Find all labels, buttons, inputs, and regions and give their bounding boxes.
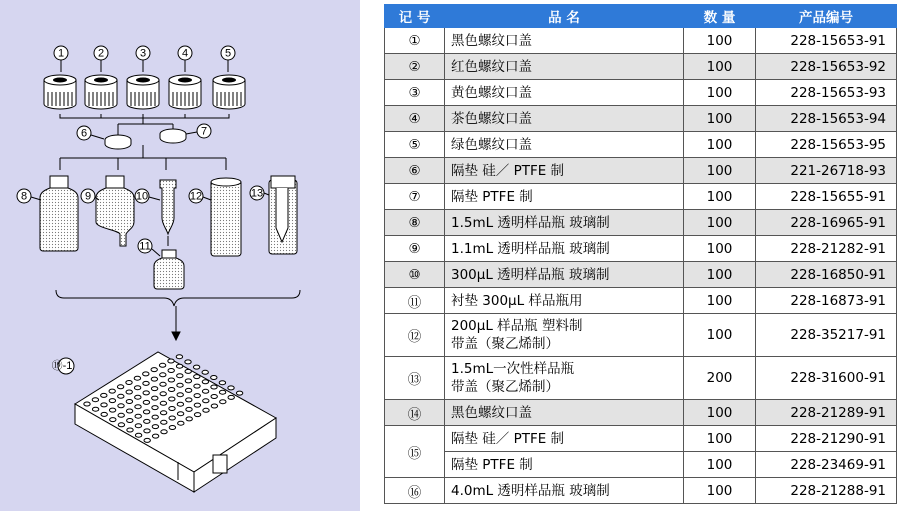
callout-number: 4 bbox=[181, 47, 189, 60]
mark-cell: ③ bbox=[385, 80, 445, 106]
name-cell bbox=[445, 314, 684, 357]
mark-cell: ⑭ bbox=[385, 400, 445, 426]
name-cell bbox=[445, 106, 684, 132]
tray-well bbox=[126, 390, 132, 394]
header-code: 产品编号 bbox=[756, 5, 897, 28]
tray-well bbox=[126, 400, 132, 404]
mark-cell: ⑧ bbox=[385, 210, 445, 236]
tray-well bbox=[202, 389, 208, 393]
tray-well bbox=[186, 407, 192, 411]
tray-well bbox=[228, 395, 234, 399]
code-cell: 228-15653-94 bbox=[756, 106, 897, 132]
name-cell bbox=[445, 452, 684, 478]
name-cell bbox=[445, 80, 684, 106]
mark-cell: ② bbox=[385, 54, 445, 80]
tray-well bbox=[118, 413, 124, 417]
parts-table bbox=[384, 4, 897, 504]
name-line: 300μL 透明样品瓶 玻璃制 bbox=[451, 266, 610, 283]
tray-well bbox=[202, 370, 208, 374]
tray-well bbox=[211, 404, 217, 408]
name-cell bbox=[445, 478, 684, 504]
tray-well bbox=[92, 407, 98, 411]
callout-number: 6 bbox=[80, 127, 88, 140]
tray-well bbox=[144, 438, 150, 442]
qty-cell: 100 bbox=[684, 236, 756, 262]
tray-well bbox=[228, 386, 234, 390]
code-cell: 228-15653-95 bbox=[756, 132, 897, 158]
tray-well bbox=[168, 388, 174, 392]
tray-well bbox=[135, 405, 141, 409]
mark-cell: ⑯ bbox=[385, 478, 445, 504]
tray-well bbox=[144, 429, 150, 433]
tray-well bbox=[219, 381, 225, 385]
tray-well bbox=[126, 381, 132, 385]
qty-cell: 100 bbox=[684, 28, 756, 54]
tray-well bbox=[135, 433, 141, 437]
table-header-row bbox=[385, 5, 897, 28]
tray-well bbox=[169, 416, 175, 420]
table-row bbox=[385, 478, 897, 504]
table-row bbox=[385, 452, 897, 478]
tray-well bbox=[169, 407, 175, 411]
screw-cap-icon bbox=[85, 75, 117, 109]
tray-well bbox=[177, 402, 183, 406]
code-cell: 228-35217-91 bbox=[756, 314, 897, 357]
tray-well bbox=[118, 394, 124, 398]
mark-cell: ⑨ bbox=[385, 236, 445, 262]
table-row bbox=[385, 357, 897, 400]
callout-number: 1 bbox=[57, 47, 65, 60]
screw-cap-icons bbox=[44, 75, 245, 109]
qty-cell: 100 bbox=[684, 158, 756, 184]
callout-number: 12 bbox=[189, 190, 203, 203]
table-row bbox=[385, 426, 897, 452]
header-mark: 记 号 bbox=[385, 5, 445, 28]
qty-cell: 100 bbox=[684, 210, 756, 236]
name-line: 隔垫 PTFE 制 bbox=[451, 188, 533, 205]
table-row bbox=[385, 54, 897, 80]
name-line: 茶色螺纹口盖 bbox=[451, 110, 532, 127]
tray-well bbox=[135, 424, 141, 428]
header-name: 品 名 bbox=[445, 5, 684, 28]
code-cell: 228-31600-91 bbox=[756, 357, 897, 400]
tray-well bbox=[143, 381, 149, 385]
name-line: 红色螺纹口盖 bbox=[451, 58, 532, 75]
tray-well bbox=[109, 389, 115, 393]
table-row bbox=[385, 262, 897, 288]
name-line: 1.5mL 透明样品瓶 玻璃制 bbox=[451, 214, 610, 231]
tray-well bbox=[144, 419, 150, 423]
header-qty: 数 量 bbox=[684, 5, 756, 28]
qty-cell: 100 bbox=[684, 184, 756, 210]
callout-number: 9 bbox=[84, 190, 92, 203]
table-row bbox=[385, 158, 897, 184]
tray-well bbox=[194, 394, 200, 398]
mark-cell: ⑮ bbox=[385, 426, 445, 478]
code-cell: 228-16965-91 bbox=[756, 210, 897, 236]
table-row bbox=[385, 400, 897, 426]
tray-well bbox=[109, 399, 115, 403]
mark-cell: ⑩ bbox=[385, 262, 445, 288]
tray-well bbox=[118, 423, 124, 427]
tray-well bbox=[178, 421, 184, 425]
tray-well bbox=[152, 434, 158, 438]
tray-well bbox=[194, 384, 200, 388]
tray-well bbox=[194, 403, 200, 407]
tray-well bbox=[160, 382, 166, 386]
name-line: 隔垫 硅／ PTFE 制 bbox=[451, 162, 565, 179]
tray-well bbox=[101, 412, 107, 416]
tray-well bbox=[151, 387, 157, 391]
qty-cell: 100 bbox=[684, 400, 756, 426]
tray-well bbox=[143, 372, 149, 376]
table-row bbox=[385, 236, 897, 262]
qty-cell: 100 bbox=[684, 314, 756, 357]
tray-well bbox=[177, 412, 183, 416]
tray-well bbox=[219, 390, 225, 394]
name-line: 衬垫 300μL 样品瓶用 bbox=[451, 292, 583, 309]
code-cell: 228-21289-91 bbox=[756, 400, 897, 426]
qty-cell: 100 bbox=[684, 80, 756, 106]
tray-well bbox=[211, 385, 217, 389]
screw-cap-icon bbox=[127, 75, 159, 109]
tray-well bbox=[177, 393, 183, 397]
tray-well bbox=[135, 395, 141, 399]
name-cell bbox=[445, 210, 684, 236]
name-line: 黑色螺纹口盖 bbox=[451, 32, 532, 49]
callout-number: 5 bbox=[224, 47, 232, 60]
code-cell: 221-26718-93 bbox=[756, 158, 897, 184]
name-line: 带盖（聚乙烯制） bbox=[451, 336, 559, 352]
tray-well bbox=[194, 375, 200, 379]
name-cell bbox=[445, 184, 684, 210]
name-line: 200μL 样品瓶 塑料制 bbox=[451, 318, 583, 334]
code-cell: 228-15653-91 bbox=[756, 28, 897, 54]
qty-cell: 200 bbox=[684, 357, 756, 400]
tray-well bbox=[193, 365, 199, 369]
code-cell: 228-21288-91 bbox=[756, 478, 897, 504]
code-cell: 228-16850-91 bbox=[756, 262, 897, 288]
callout-number: 3 bbox=[139, 47, 147, 60]
tray-well bbox=[194, 413, 200, 417]
code-cell: 228-15655-91 bbox=[756, 184, 897, 210]
table-row bbox=[385, 184, 897, 210]
name-line: 带盖（聚乙烯制） bbox=[451, 379, 559, 395]
tray-well bbox=[160, 401, 166, 405]
tray-well bbox=[160, 411, 166, 415]
mark-cell: ⑪ bbox=[385, 288, 445, 314]
tray-well bbox=[176, 355, 182, 359]
tray-well bbox=[135, 414, 141, 418]
tray-well bbox=[185, 388, 191, 392]
sample-tray-icon bbox=[75, 352, 276, 492]
name-cell bbox=[445, 236, 684, 262]
name-cell bbox=[445, 400, 684, 426]
tray-well bbox=[176, 364, 182, 368]
tray-well bbox=[110, 418, 116, 422]
tray-well bbox=[152, 406, 158, 410]
name-line: 绿色螺纹口盖 bbox=[451, 136, 532, 153]
code-cell: 228-15653-92 bbox=[756, 54, 897, 80]
screw-cap-icon bbox=[44, 75, 76, 109]
table-row bbox=[385, 106, 897, 132]
table-row bbox=[385, 80, 897, 106]
tray-well bbox=[177, 383, 183, 387]
tray-well bbox=[151, 377, 157, 381]
tray-well bbox=[126, 409, 132, 413]
tray-well bbox=[168, 369, 174, 373]
tray-well bbox=[185, 369, 191, 373]
callout-number: 2 bbox=[97, 47, 105, 60]
tray-well bbox=[152, 415, 158, 419]
tray-well bbox=[177, 374, 183, 378]
tray-well bbox=[152, 396, 158, 400]
qty-cell: 100 bbox=[684, 54, 756, 80]
tray-well bbox=[134, 376, 140, 380]
table-row bbox=[385, 210, 897, 236]
tray-well bbox=[185, 379, 191, 383]
callout-number: 13 bbox=[250, 187, 264, 200]
tray-well bbox=[168, 378, 174, 382]
callout-number: 8 bbox=[20, 190, 28, 203]
code-cell: 228-16873-91 bbox=[756, 288, 897, 314]
code-cell: 228-21282-91 bbox=[756, 236, 897, 262]
table-row bbox=[385, 288, 897, 314]
tray-well bbox=[159, 363, 165, 367]
table-row bbox=[385, 28, 897, 54]
qty-cell: 100 bbox=[684, 106, 756, 132]
qty-cell: 100 bbox=[684, 426, 756, 452]
mark-cell: ⑫ bbox=[385, 314, 445, 357]
tray-well bbox=[186, 417, 192, 421]
tray-well bbox=[117, 385, 123, 389]
mark-cell: ① bbox=[385, 28, 445, 54]
name-cell bbox=[445, 28, 684, 54]
mark-cell: ⑤ bbox=[385, 132, 445, 158]
name-cell bbox=[445, 262, 684, 288]
name-line: 4.0mL 透明样品瓶 玻璃制 bbox=[451, 482, 610, 499]
tray-well bbox=[160, 392, 166, 396]
mark-cell: ⑥ bbox=[385, 158, 445, 184]
mark-cell: ⑬ bbox=[385, 357, 445, 400]
callout-number: 7 bbox=[200, 125, 208, 138]
name-cell bbox=[445, 288, 684, 314]
tray-well bbox=[109, 408, 115, 412]
callout-number: 11 bbox=[139, 240, 151, 253]
tray-well bbox=[185, 360, 191, 364]
tray-well bbox=[211, 395, 217, 399]
qty-cell: 100 bbox=[684, 132, 756, 158]
tray-well bbox=[127, 428, 133, 432]
name-line: 黄色螺纹口盖 bbox=[451, 84, 532, 101]
tray-well bbox=[236, 391, 242, 395]
tray-well bbox=[101, 403, 107, 407]
tray-well bbox=[161, 430, 167, 434]
tray-well bbox=[127, 419, 133, 423]
tray-well bbox=[160, 373, 166, 377]
name-line: 隔垫 硅／ PTFE 制 bbox=[451, 430, 565, 447]
name-cell bbox=[445, 54, 684, 80]
tray-well bbox=[134, 386, 140, 390]
name-line: 隔垫 PTFE 制 bbox=[451, 456, 533, 473]
parts-illustration bbox=[0, 0, 360, 511]
tray-well bbox=[169, 426, 175, 430]
code-cell: 228-23469-91 bbox=[756, 452, 897, 478]
tray-label: ⑲-1 bbox=[51, 360, 73, 372]
tray-well bbox=[151, 368, 157, 372]
tray-well bbox=[203, 399, 209, 403]
code-cell: 228-15653-93 bbox=[756, 80, 897, 106]
tray-well bbox=[161, 420, 167, 424]
tray-well bbox=[143, 391, 149, 395]
tray-well bbox=[202, 380, 208, 384]
tray-well bbox=[203, 408, 209, 412]
tray-well bbox=[168, 359, 174, 363]
tray-well bbox=[143, 400, 149, 404]
tray-well bbox=[143, 410, 149, 414]
screw-cap-icon bbox=[213, 75, 245, 109]
table-row bbox=[385, 314, 897, 357]
tray-well bbox=[92, 398, 98, 402]
tray-well bbox=[169, 397, 175, 401]
name-cell bbox=[445, 132, 684, 158]
mark-cell: ⑦ bbox=[385, 184, 445, 210]
name-cell bbox=[445, 158, 684, 184]
callout-number: 10 bbox=[135, 190, 149, 203]
qty-cell: 100 bbox=[684, 478, 756, 504]
parts-diagram bbox=[0, 0, 360, 511]
tray-well bbox=[101, 393, 107, 397]
tray-well bbox=[220, 400, 226, 404]
code-cell: 228-21290-91 bbox=[756, 426, 897, 452]
name-cell bbox=[445, 426, 684, 452]
tray-well bbox=[186, 398, 192, 402]
tray-well bbox=[211, 376, 217, 380]
mark-cell: ④ bbox=[385, 106, 445, 132]
qty-cell: 100 bbox=[684, 288, 756, 314]
name-line: 黑色螺纹口盖 bbox=[451, 404, 532, 421]
tray-well bbox=[152, 425, 158, 429]
name-line: 1.1mL 透明样品瓶 玻璃制 bbox=[451, 240, 610, 257]
tray-well bbox=[118, 404, 124, 408]
name-cell bbox=[445, 357, 684, 400]
screw-cap-icon bbox=[169, 75, 201, 109]
name-line: 1.5mL一次性样品瓶 bbox=[451, 361, 575, 377]
qty-cell: 100 bbox=[684, 262, 756, 288]
qty-cell: 100 bbox=[684, 452, 756, 478]
tray-well bbox=[84, 402, 90, 406]
table-row bbox=[385, 132, 897, 158]
